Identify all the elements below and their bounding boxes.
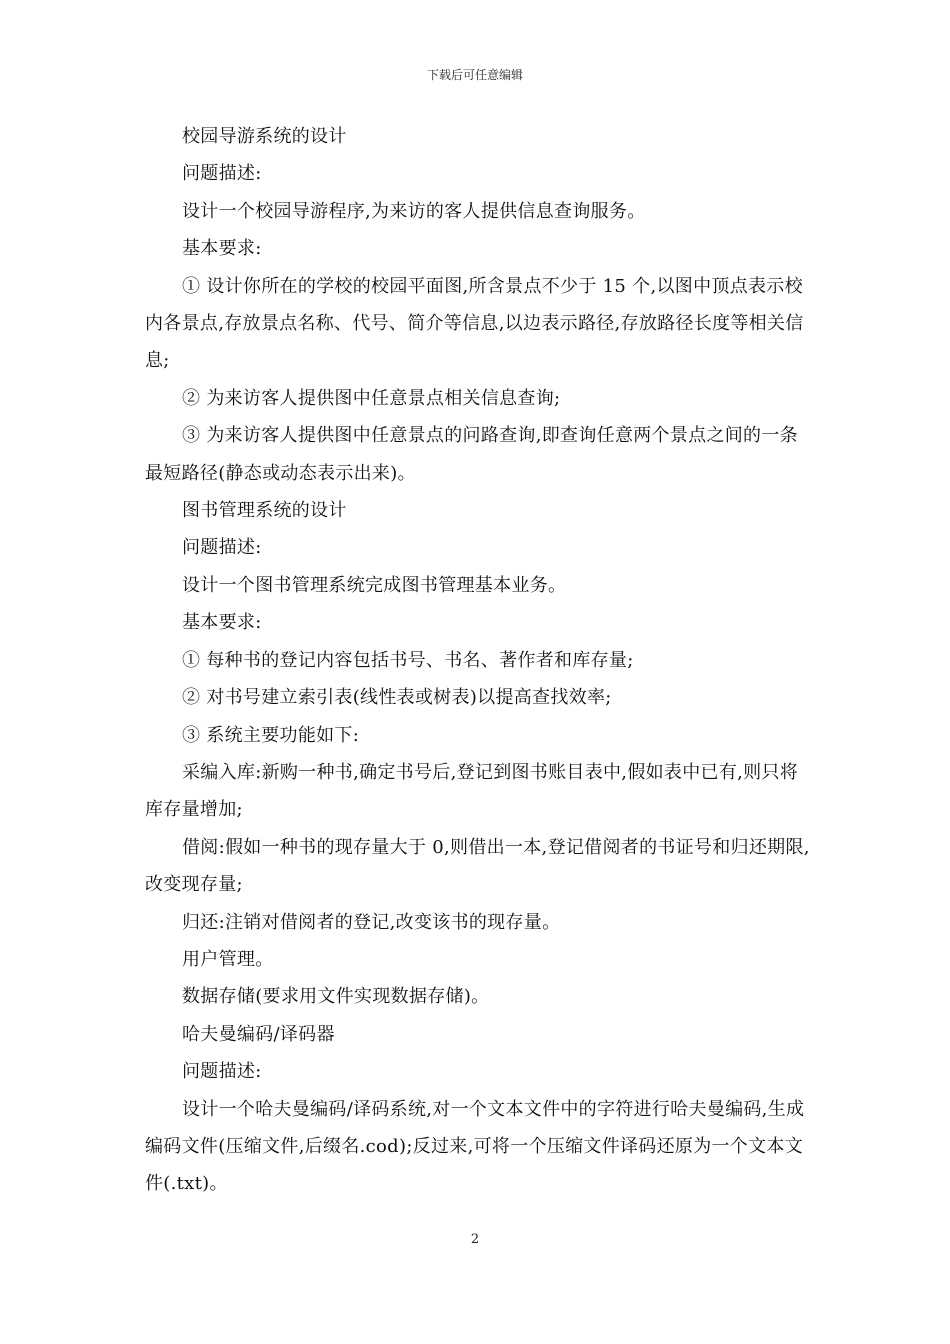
paragraph: 设计一个校园导游程序,为来访的客人提供信息查询服务。: [182, 200, 646, 222]
paragraph: ② 为来访客人提供图中任意景点相关信息查询;: [182, 387, 561, 409]
paragraph: ② 对书号建立索引表(线性表或树表)以提高查找效率;: [182, 687, 612, 709]
paragraph: 问题描述:: [182, 537, 262, 559]
paragraph: 基本要求:: [182, 612, 262, 634]
paragraph: 设计一个图书管理系统完成图书管理基本业务。: [182, 574, 567, 596]
paragraph: 归还:注销对借阅者的登记,改变该书的现存量。: [182, 911, 561, 933]
paragraph: 基本要求:: [182, 238, 262, 260]
paragraph: 借阅:假如一种书的现存量大于 0,则借出一本,登记借阅者的书证号和归还期限,改变现存量;: [145, 836, 810, 896]
paragraph: 设计一个哈夫曼编码/译码系统,对一个文本文件中的字符进行哈夫曼编码,生成编码文件(压缩文件,后缀名.cod);反过来,可将一个压缩文件译码还原为一个文本文件(.txt)。: [145, 1098, 805, 1195]
page-number: 2: [470, 1232, 480, 1247]
paragraph: ③ 为来访客人提供图中任意景点的问路查询,即查询任意两个景点之间的一条最短路径(静态或动态表示出来)。: [145, 425, 798, 484]
document-body: [145, 118, 810, 1203]
paragraph: 数据存储(要求用文件实现数据存储)。: [182, 986, 490, 1008]
section-title-library-system: 图书管理系统的设计: [182, 500, 347, 522]
paragraph: ③ 系统主要功能如下:: [182, 724, 360, 746]
page-header: 下载后可任意编辑: [426, 68, 523, 82]
section-title-huffman: 哈夫曼编码/译码器: [182, 1023, 335, 1045]
paragraph: ① 设计你所在的学校的校园平面图,所含景点不少于 15 个,以图中顶点表示校内各景点,存放景点名称、代号、简介等信息,以边表示路径,存放路径长度等相关信息;: [145, 275, 804, 372]
paragraph: 用户管理。: [182, 948, 274, 970]
paragraph: 问题描述:: [182, 163, 262, 185]
paragraph: 采编入库:新购一种书,确定书号后,登记到图书账目表中,假如表中已有,则只将库存量增加;: [145, 761, 799, 821]
paragraph: ① 每种书的登记内容包括书号、书名、著作者和库存量;: [182, 649, 634, 671]
section-title-campus-guide: 校园导游系统的设计: [182, 126, 347, 147]
paragraph: 问题描述:: [182, 1061, 262, 1083]
